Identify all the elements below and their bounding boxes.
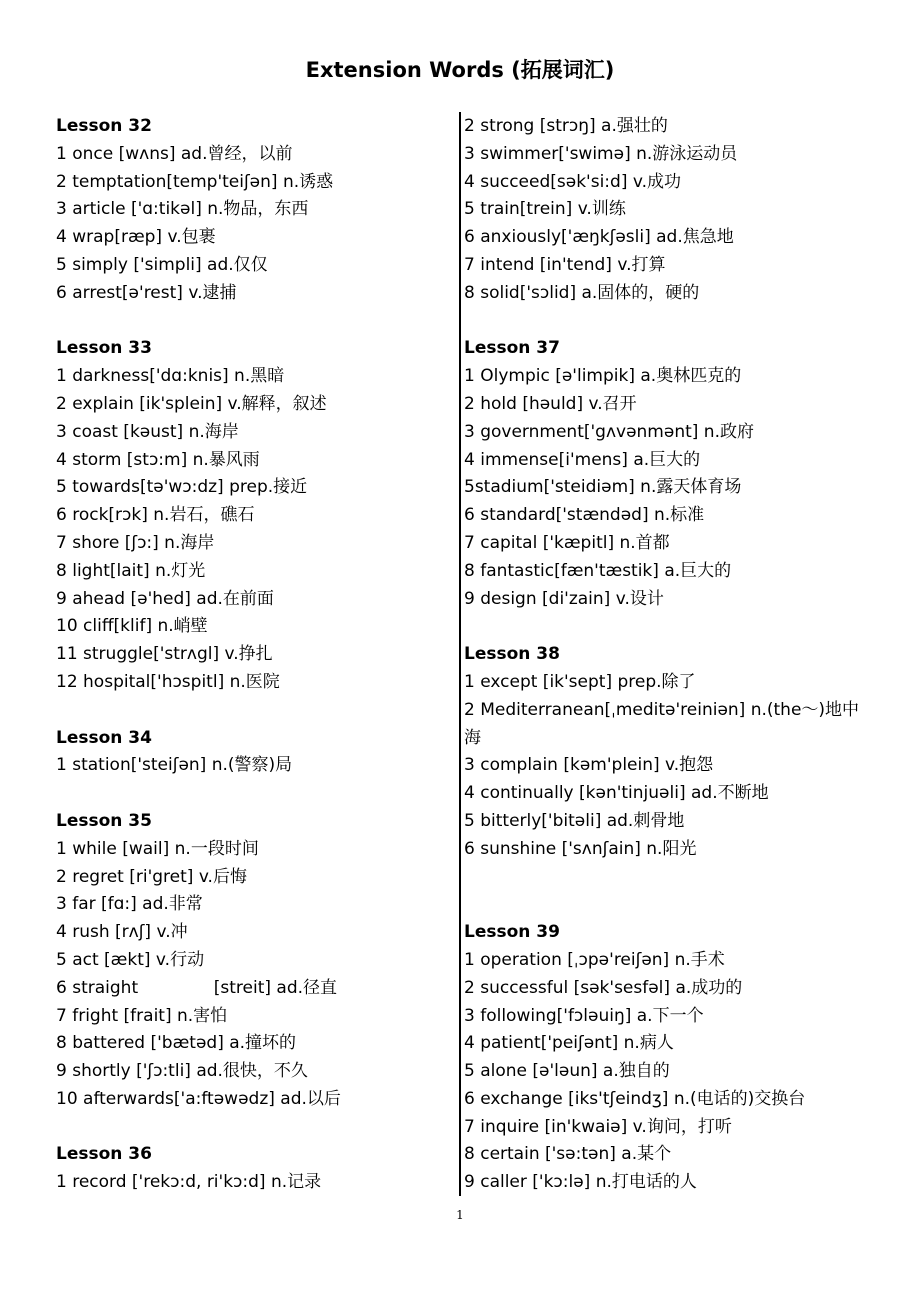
vocab-entry: 1 Olympic [ə'limpik] a.奥林匹克的 <box>464 366 742 387</box>
vocab-entry: 4 continually [kən'tinjuəli] ad.不断地 <box>464 783 769 804</box>
lesson-32 <box>56 113 441 308</box>
lesson-heading: Lesson 33 <box>56 338 152 359</box>
vocab-entry: 2 successful [sək'sesfəl] a.成功的 <box>464 977 743 998</box>
lesson-heading: Lesson 38 <box>464 644 560 665</box>
vocab-entry: 1 darkness['dɑ:knis] n.黑暗 <box>56 366 285 387</box>
vocab-entry: 3 coast [kəust] n.海岸 <box>56 421 239 442</box>
vocab-entry: 8 battered ['bætəd] a.撞坏的 <box>56 1033 297 1054</box>
vocab-entry: 2 explain [ik'splein] v.解释，叙述 <box>56 393 327 414</box>
vocab-entry: 3 far [fɑ:] ad.非常 <box>56 894 203 915</box>
vocab-entry: 4 rush [rʌʃ] v.冲 <box>56 922 188 943</box>
vocab-entry: 5stadium['steidiəm] n.露天体育场 <box>464 477 742 498</box>
vocab-entry: 4 patient['peiʃənt] n.病人 <box>464 1033 674 1054</box>
vocab-entry: 6 arrest[ə'rest] v.逮捕 <box>56 282 237 303</box>
vocab-entry: 7 fright [frait] n.害怕 <box>56 1005 228 1026</box>
vocab-entry: 3 following['fɔləuiŋ] a.下一个 <box>464 1005 704 1026</box>
vocab-entry: 5 simply ['simpli] ad.仅仅 <box>56 254 268 275</box>
vocab-entry: 2 regret [ri'gret] v.后悔 <box>56 866 247 887</box>
vocab-entry: 6 exchange [iks'tʃeindʒ] n.(电话的)交换台 <box>464 1088 806 1109</box>
vocab-entry: 4 storm [stɔ:m] n.暴风雨 <box>56 449 260 470</box>
lesson-34 <box>56 725 441 781</box>
vocab-entry: 5 bitterly['bitəli] ad.刺骨地 <box>464 810 685 831</box>
vocab-entry: 1 operation [ˌɔpə'reiʃən] n.手术 <box>464 949 725 970</box>
left-column <box>56 113 441 1197</box>
vocab-entry: 1 once [wʌns] ad.曾经，以前 <box>56 143 293 164</box>
vocab-entry: 7 capital ['kæpitl] n.首都 <box>464 532 670 553</box>
vocab-entry: 1 while [wail] n.一段时间 <box>56 838 259 859</box>
vocab-entry: 2 strong [strɔŋ] a.强壮的 <box>464 116 668 136</box>
vocab-entry: 10 cliff[klif] n.峭壁 <box>56 616 208 637</box>
lesson-heading: Lesson 35 <box>56 810 152 831</box>
vocab-entry: 9 caller ['kɔ:lə] n.打电话的人 <box>464 1172 697 1193</box>
vocab-entry: 3 government['gʌvənmənt] n.政府 <box>464 421 754 442</box>
vocab-entry: 6 sunshine ['sʌnʃain] n.阳光 <box>464 838 697 859</box>
vocab-entry: 1 record ['rekɔ:d, ri'kɔ:d] n.记录 <box>56 1172 322 1193</box>
vocab-entry: 10 afterwards['a:ftəwədz] ad.以后 <box>56 1088 341 1109</box>
vocab-entry: 2 hold [həuld] v.召开 <box>464 393 637 414</box>
vocab-entry: 8 light[lait] n.灯光 <box>56 560 206 581</box>
lesson-heading: Lesson 37 <box>464 338 560 359</box>
column-divider <box>459 112 461 1196</box>
vocab-entry: 2 temptation[temp'teiʃən] n.诱惑 <box>56 171 334 192</box>
vocab-entry: 6 straight [streit] ad.径直 <box>56 977 338 998</box>
vocab-entry: 8 certain ['sə:tən] a.某个 <box>464 1144 672 1165</box>
right-column <box>464 113 864 1197</box>
vocab-entry: 8 fantastic[fæn'tæstik] a.巨大的 <box>464 560 732 581</box>
vocab-entry: 5 train[trein] v.训练 <box>464 199 626 220</box>
vocab-entry: 11 struggle['strʌgl] v.挣扎 <box>56 644 273 665</box>
vocab-entry: 6 rock[rɔk] n.岩石，礁石 <box>56 505 255 526</box>
vocab-entry: 3 complain [kəm'plein] v.抱怨 <box>464 755 714 776</box>
vocab-entry: 9 ahead [ə'hed] ad.在前面 <box>56 588 274 609</box>
vocab-entry: 12 hospital['hɔspitl] n.医院 <box>56 671 280 692</box>
vocab-entry: 1 station['steiʃən] n.(警察)局 <box>56 755 293 776</box>
lesson-heading: Lesson 36 <box>56 1144 152 1165</box>
lesson-36 <box>56 1141 441 1197</box>
lesson-heading: Lesson 34 <box>56 727 152 748</box>
vocab-entry: 5 towards[tə'wɔ:dz] prep.接近 <box>56 477 308 498</box>
lesson-38 <box>464 641 864 863</box>
vocab-entry: 6 anxiously['æŋkʃəsli] ad.焦急地 <box>464 227 734 248</box>
vocab-entry: 7 intend [in'tend] v.打算 <box>464 254 666 275</box>
page-title: Extension Words (拓展词汇) <box>305 58 615 82</box>
vocab-entry: 6 standard['stændəd] n.标准 <box>464 505 705 526</box>
lesson-35 <box>56 808 441 1114</box>
lesson-33 <box>56 335 441 696</box>
vocab-entry: 4 immense[i'mens] a.巨大的 <box>464 449 701 470</box>
vocab-entry: 3 swimmer['swimə] n.游泳运动员 <box>464 143 738 164</box>
page-number: 1 <box>456 1208 464 1222</box>
vocab-entry: 1 except [ik'sept] prep.除了 <box>464 671 696 692</box>
vocab-entry: 9 shortly ['ʃɔ:tli] ad.很快，不久 <box>56 1061 308 1082</box>
vocab-entry: 4 wrap[ræp] v.包裹 <box>56 227 216 248</box>
vocab-entry: 5 act [ækt] v.行动 <box>56 949 205 970</box>
vocab-entry: 4 succeed[sək'si:d] v.成功 <box>464 171 681 192</box>
vocab-entry: 3 article ['ɑ:tikəl] n.物品，东西 <box>56 199 309 220</box>
vocab-entry: 7 shore [ʃɔ:] n.海岸 <box>56 532 215 553</box>
lesson-39 <box>464 919 864 1197</box>
lesson-36-continued <box>464 113 864 308</box>
vocab-entry: 5 alone [ə'ləun] a.独自的 <box>464 1061 670 1082</box>
lesson-37 <box>464 335 864 613</box>
lesson-heading: Lesson 32 <box>56 116 152 136</box>
vocab-entry: 2 Mediterranean[ˌmeditə'reiniən] n.(the～)地中海 <box>464 699 860 748</box>
vocab-entry: 8 solid['sɔlid] a.固体的，硬的 <box>464 282 700 303</box>
vocab-entry: 9 design [di'zain] v.设计 <box>464 588 664 609</box>
lesson-heading: Lesson 39 <box>464 922 560 943</box>
vocab-entry: 7 inquire [in'kwaiə] v.询问，打听 <box>464 1116 732 1137</box>
